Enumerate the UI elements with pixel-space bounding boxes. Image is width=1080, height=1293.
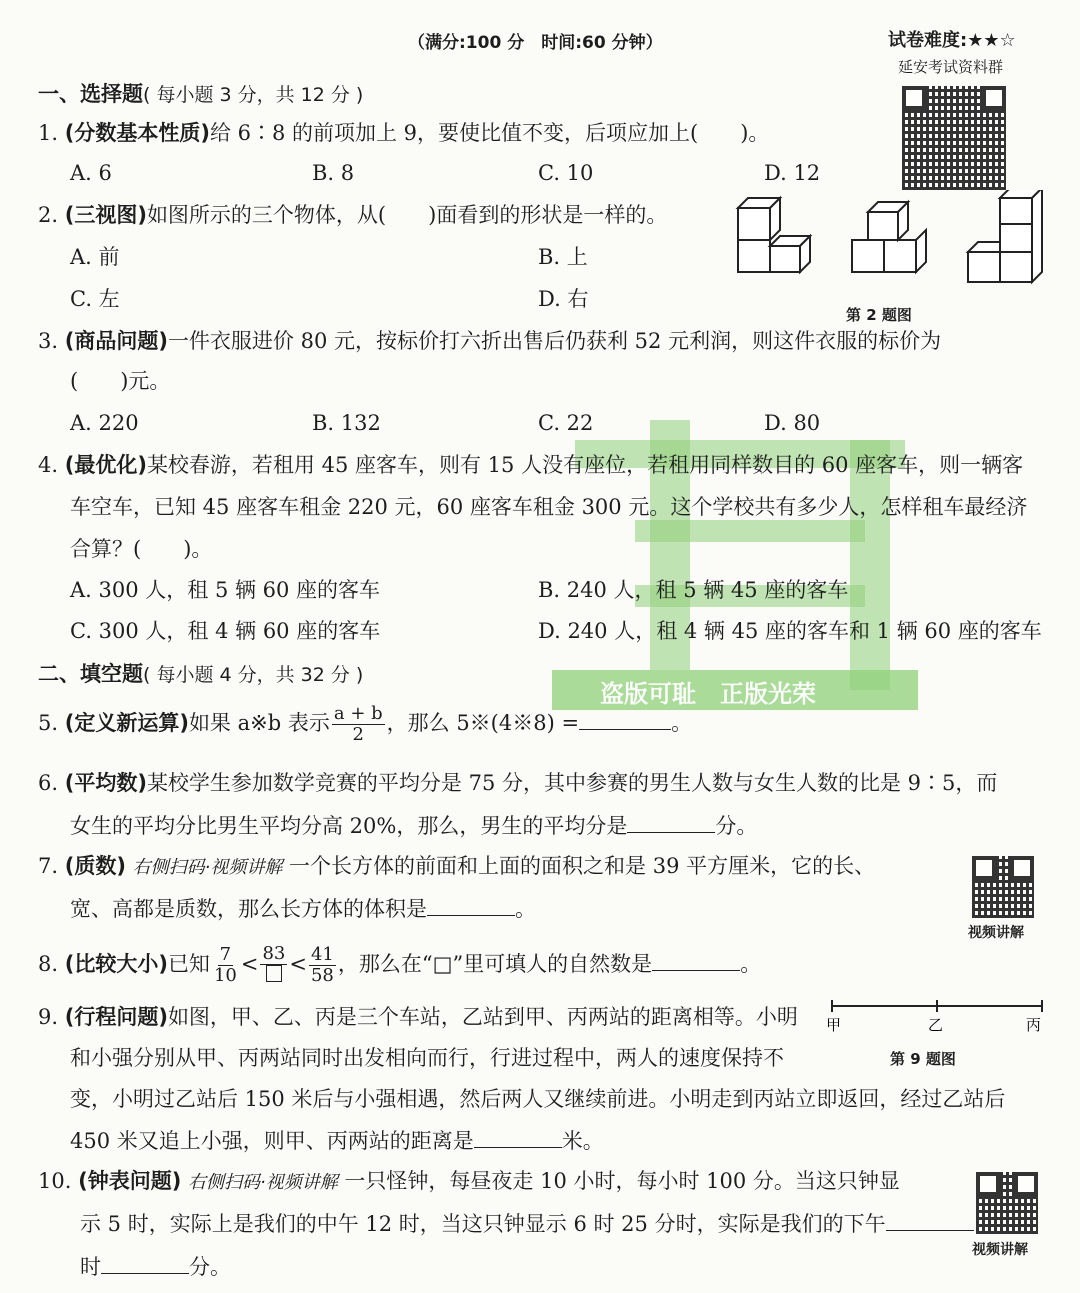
- station-jia: 甲: [826, 1016, 842, 1034]
- q4-option-c[interactable]: C. 300 人，租 4 辆 60 座的客车: [70, 619, 381, 643]
- q9-figure-caption: 第 9 题图: [890, 1050, 956, 1068]
- q3-option-b[interactable]: B. 132: [312, 411, 381, 435]
- question-10: 10. (钟表问题) 右侧扫码·视频讲解 一只怪钟，每昼夜走 10 小时，每小时 100 分。当这只钟显: [38, 1169, 900, 1193]
- q4-option-d[interactable]: D. 240 人，租 4 辆 45 座的客车和 1 辆 60 座的客车: [538, 619, 1042, 643]
- q1-option-d[interactable]: D. 12: [764, 161, 821, 185]
- q2-option-a[interactable]: A. 前: [70, 245, 120, 269]
- question-4-line-3: 合算？( )。: [70, 537, 213, 561]
- difficulty-rating: 试卷难度:★★☆: [888, 30, 1016, 51]
- watermark-text: 盗版可耻 正版光荣: [600, 680, 816, 708]
- q8-fraction-2: 83: [260, 944, 287, 987]
- question-7-line-2: 宽、高都是质数，那么长方体的体积是 。: [70, 893, 536, 924]
- question-3-line-2: ( )元。: [70, 369, 171, 393]
- q8-answer-blank[interactable]: [652, 948, 740, 971]
- q10-answer-blank-minute[interactable]: [101, 1251, 189, 1274]
- question-10-line-2: 示 5 时，实际上是我们的中午 12 时，当这只钟显示 6 时 25 分时，实际是我们的下午: [80, 1208, 974, 1239]
- q1-option-a[interactable]: A. 6: [70, 161, 112, 185]
- question-3: 3. (商品问题)一件衣服进价 80 元，按标价打六折出售后仍获利 52 元利润，则这件衣服的标价为: [38, 329, 942, 353]
- question-4: 4. (最优化)某校春游，若租用 45 座客车，则有 15 人没有座位，若租用同样数目的 60 座客车，则一辆客: [38, 453, 1024, 477]
- group-name: 延安考试资料群: [898, 58, 1004, 76]
- q2-option-c[interactable]: C. 左: [70, 287, 120, 311]
- question-1: 1. (分数基本性质)给 6∶8 的前项加上 9，要使比值不变，后项应加上( )。: [38, 121, 770, 145]
- q8-fraction-1: $\frac{7}{10}$: [213, 944, 237, 986]
- q5-answer-blank[interactable]: [579, 707, 671, 730]
- q7-answer-blank[interactable]: [427, 893, 515, 916]
- question-9: 9. (行程问题)如图，甲、乙、丙是三个车站，乙站到甲、丙两站的距离相等。小明: [38, 1005, 798, 1029]
- q1-option-b[interactable]: B. 8: [312, 161, 355, 185]
- q8-fraction-3: $\frac{41}{58}$: [310, 944, 334, 986]
- question-7: 7. (质数) 右侧扫码·视频讲解 一个长方体的前面和上面的面积之和是 39 平方厘米，它的长、: [38, 854, 876, 878]
- q3-option-d[interactable]: D. 80: [764, 411, 821, 435]
- q7-video-qr-code[interactable]: [972, 856, 1034, 918]
- q2-figure-caption: 第 2 题图: [846, 306, 912, 324]
- question-4-line-2: 车空车，已知 45 座客车租金 220 元，60 座客车租金 300 元。这个学校共有多少人，怎样租车最经济: [70, 495, 1028, 519]
- q3-option-a[interactable]: A. 220: [70, 411, 139, 435]
- q2-option-b[interactable]: B. 上: [538, 245, 588, 269]
- q10-qr-caption: 视频讲解: [972, 1242, 1028, 1258]
- q9-station-diagram: [826, 998, 1048, 1034]
- q6-answer-blank[interactable]: [627, 810, 715, 833]
- question-10-line-3: 时 分。: [80, 1251, 231, 1282]
- station-yi: 乙: [928, 1016, 944, 1034]
- section-1-heading: 一、选择题( 每小题 3 分，共 12 分 ): [38, 82, 364, 106]
- question-2: 2. (三视图)如图所示的三个物体，从( )面看到的形状是一样的。: [38, 203, 668, 227]
- group-qr-code[interactable]: [902, 86, 1006, 190]
- q4-option-a[interactable]: A. 300 人，租 5 辆 60 座的客车: [70, 578, 381, 602]
- question-9-line-3: 变，小明过乙站后 150 米后与小强相遇，然后两人又继续前进。小明走到丙站立即返回，经过乙站后: [70, 1087, 1006, 1111]
- q2-cube-figure: [730, 190, 1050, 300]
- q1-option-c[interactable]: C. 10: [538, 161, 594, 185]
- question-9-line-2: 和小强分别从甲、丙两站同时出发相向而行，行进过程中，两人的速度保持不: [70, 1046, 784, 1070]
- q3-option-c[interactable]: C. 22: [538, 411, 594, 435]
- q5-fraction: $\frac{a + b}{2}$: [333, 703, 383, 745]
- score-time: （满分:100 分 时间:60 分钟）: [408, 33, 663, 53]
- q8-box-placeholder: [266, 965, 282, 982]
- question-6-line-2: 女生的平均分比男生平均分高 20%，那么，男生的平均分是 分。: [70, 810, 757, 841]
- question-6: 6. (平均数)某校学生参加数学竞赛的平均分是 75 分，其中参赛的男生人数与女生人数的比是 9∶5，而: [38, 771, 998, 795]
- q10-video-qr-code[interactable]: [976, 1172, 1038, 1234]
- section-2-heading: 二、填空题( 每小题 4 分，共 32 分 ): [38, 662, 364, 686]
- question-5: 5. (定义新运算)如果 a※b 表示 $\frac{a + b}{2}$ ，那么 5※(4※8) = 。: [38, 703, 693, 745]
- station-bing: 丙: [1026, 1016, 1042, 1034]
- q10-answer-blank-hour[interactable]: [886, 1208, 974, 1231]
- q7-qr-caption: 视频讲解: [968, 925, 1024, 941]
- question-9-line-4: 450 米又追上小强，则甲、丙两站的距离是 米。: [70, 1125, 604, 1156]
- q4-option-b[interactable]: B. 240 人，租 5 辆 45 座的客车: [538, 578, 849, 602]
- q2-option-d[interactable]: D. 右: [538, 287, 589, 311]
- question-8: 8. (比较大小)已知 $\frac{7}{10}$ < 83 < $\frac{41}{58}$ ，那么在“□”里可填人的自然数是 。: [38, 943, 762, 986]
- q9-answer-blank[interactable]: [474, 1125, 562, 1148]
